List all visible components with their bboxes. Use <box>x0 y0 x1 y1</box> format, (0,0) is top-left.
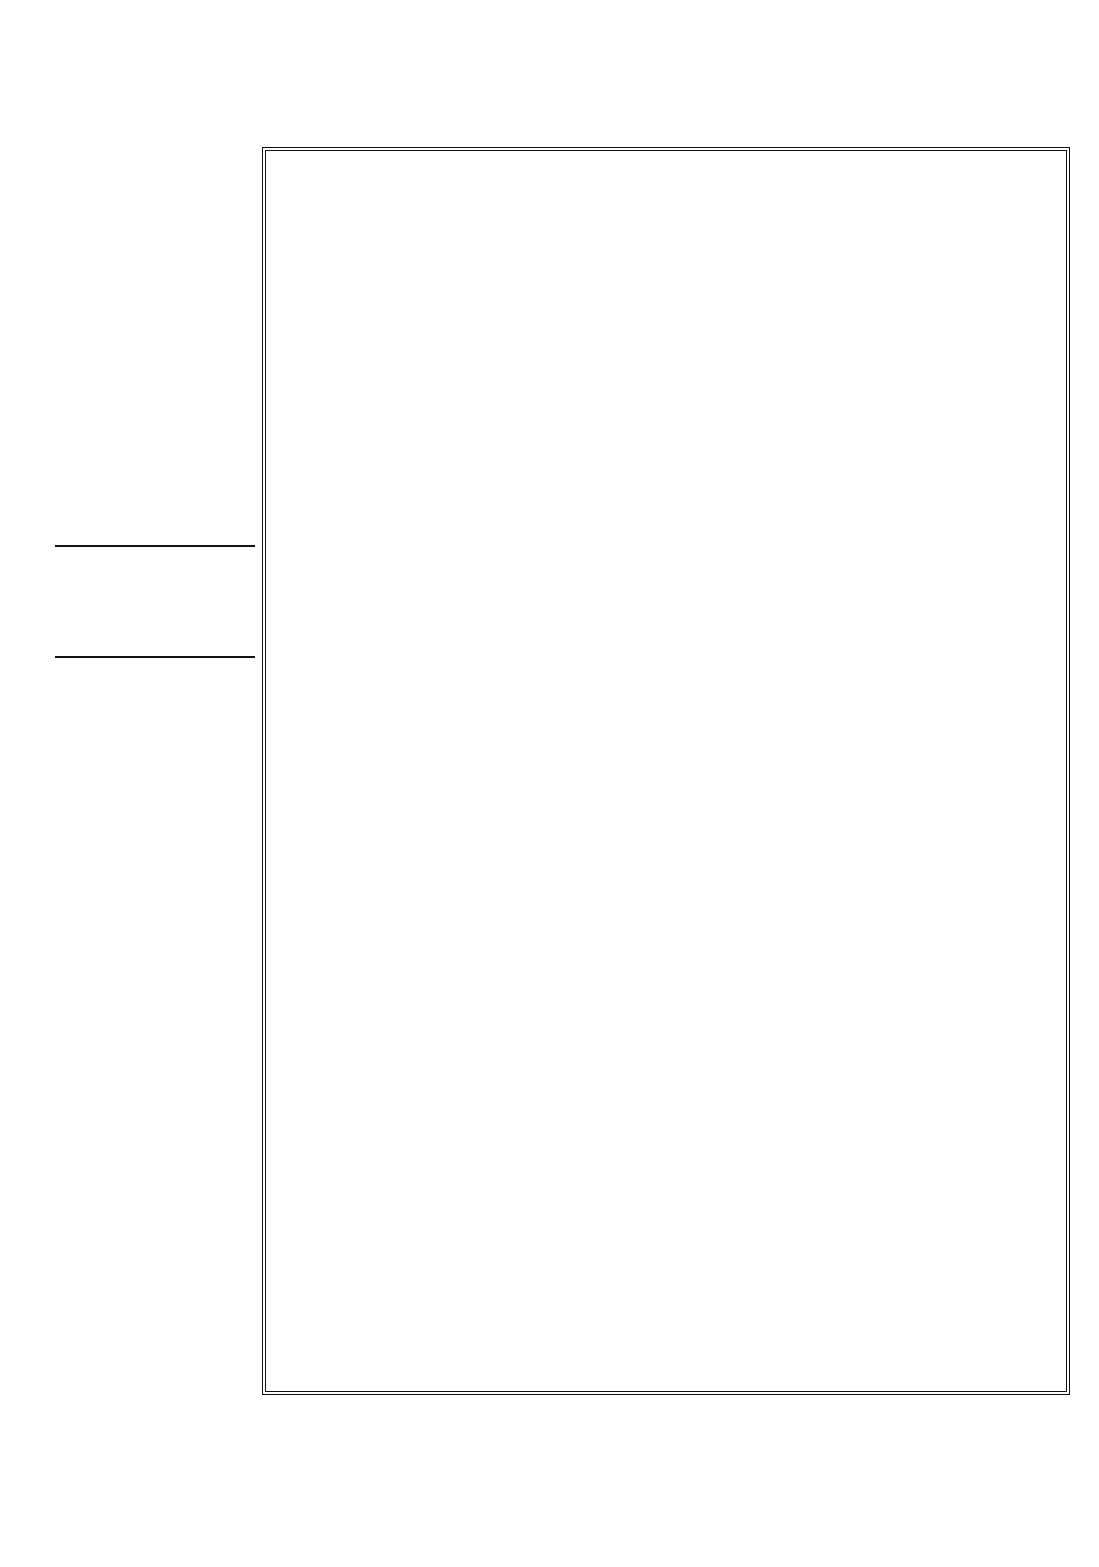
margin-divider <box>55 656 255 658</box>
margin-commentary <box>50 147 250 1387</box>
main-text-block <box>274 159 1058 1383</box>
margin-divider <box>55 545 255 547</box>
main-text-frame <box>262 147 1070 1395</box>
